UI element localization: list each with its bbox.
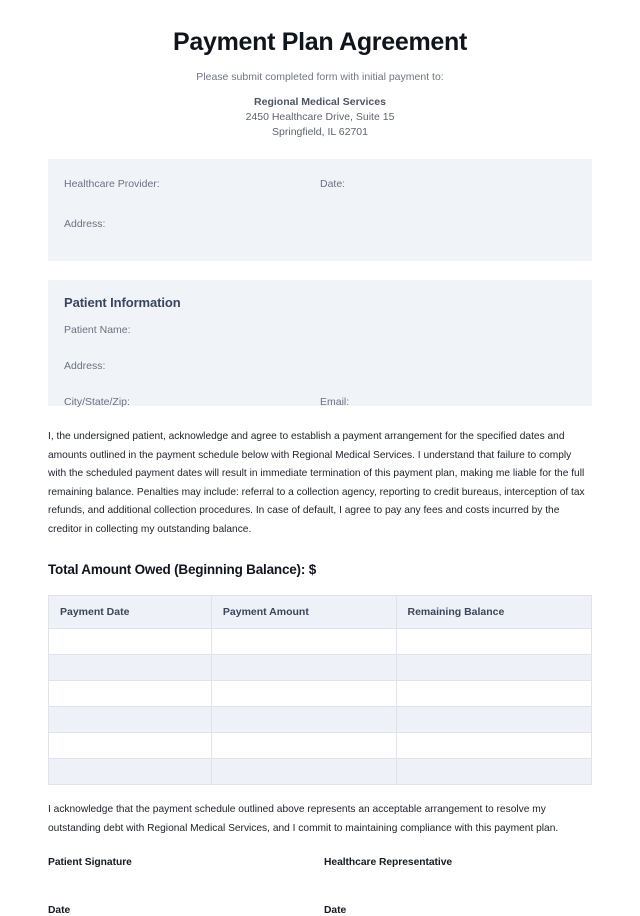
cell-payment-amount[interactable] <box>211 733 396 759</box>
recipient-address-block <box>48 95 592 140</box>
provider-address-field[interactable]: Address: <box>64 218 106 230</box>
agreement-paragraph: I, the undersigned patient, acknowledge and agree to establish a payment arrangement for the specified dates and amounts outlined in the payment schedule below with Regional Medical Services. I understand that failure to comply with the scheduled payment dates will result in immediate termination of this payment plan, making me liable for the full remaining balance. Penalties may include: referral to a collection agency, reporting to credit bureaus, interception of tax refunds, and additional collection procedures. In case of default, I agree to pay any fees and costs incurred by the creditor in collecting my outstanding balance. <box>48 431 585 535</box>
patient-name-field[interactable]: Patient Name: <box>64 324 131 336</box>
healthcare-representative-label[interactable]: Healthcare Representative <box>324 857 453 868</box>
cell-remaining-balance[interactable] <box>396 733 592 759</box>
table-row[interactable] <box>49 655 592 681</box>
cell-payment-amount[interactable] <box>211 655 396 681</box>
payment-schedule-table <box>48 595 592 785</box>
patient-signature-label[interactable]: Patient Signature <box>48 857 132 868</box>
patient-city-state-zip-field[interactable]: City/State/Zip: <box>64 396 130 408</box>
table-row[interactable] <box>49 681 592 707</box>
patient-name-row <box>64 323 576 337</box>
cell-payment-date[interactable] <box>49 733 212 759</box>
cell-remaining-balance[interactable] <box>396 759 592 785</box>
table-row[interactable] <box>49 733 592 759</box>
patient-address-field[interactable]: Address: <box>64 360 106 372</box>
payment-schedule-body <box>49 629 592 785</box>
patient-city-email-row <box>64 395 576 409</box>
cell-remaining-balance[interactable] <box>396 655 592 681</box>
cell-payment-amount[interactable] <box>211 707 396 733</box>
table-row[interactable] <box>49 629 592 655</box>
column-header-payment-date: Payment Date <box>49 596 212 629</box>
organization-name: Regional Medical Services <box>254 96 386 108</box>
table-header-row <box>49 596 592 629</box>
cell-payment-date[interactable] <box>49 655 212 681</box>
submit-instructions: Please submit completed form with initial payment to: <box>196 71 444 83</box>
healthcare-provider-field[interactable]: Healthcare Provider: <box>64 178 160 190</box>
payment-schedule-header <box>49 596 592 629</box>
patient-info-panel <box>48 280 592 406</box>
cell-remaining-balance[interactable] <box>396 681 592 707</box>
table-row[interactable] <box>49 707 592 733</box>
patient-email-field[interactable]: Email: <box>320 396 350 408</box>
cell-payment-amount[interactable] <box>211 681 396 707</box>
page-title: Payment Plan Agreement <box>173 28 467 56</box>
acknowledgement-paragraph: I acknowledge that the payment schedule outlined above represents an acceptable arrangement to resolve my outstanding debt with Regional Medical Services, and I commit to maintaining compliance with this payment plan. <box>48 804 559 834</box>
provider-date-field[interactable]: Date: <box>320 178 346 190</box>
provider-info-panel <box>48 159 592 261</box>
patient-information-heading: Patient Information <box>64 295 181 310</box>
provider-address-row <box>64 217 576 231</box>
cell-payment-amount[interactable] <box>211 629 396 655</box>
provider-date-row <box>64 177 576 191</box>
patient-address-row <box>64 359 576 373</box>
signature-dates-row <box>48 905 592 916</box>
cell-payment-date[interactable] <box>49 707 212 733</box>
column-header-remaining-balance: Remaining Balance <box>396 596 592 629</box>
total-amount-owed-label: Total Amount Owed (Beginning Balance): $ <box>48 562 317 577</box>
representative-date-label[interactable]: Date <box>324 905 347 916</box>
table-row[interactable] <box>49 759 592 785</box>
cell-payment-date[interactable] <box>49 629 212 655</box>
column-header-payment-amount: Payment Amount <box>211 596 396 629</box>
cell-remaining-balance[interactable] <box>396 707 592 733</box>
organization-city-state-zip: Springfield, IL 62701 <box>272 126 368 138</box>
cell-payment-date[interactable] <box>49 681 212 707</box>
cell-payment-date[interactable] <box>49 759 212 785</box>
cell-remaining-balance[interactable] <box>396 629 592 655</box>
patient-date-label[interactable]: Date <box>48 905 71 916</box>
cell-payment-amount[interactable] <box>211 759 396 785</box>
signature-labels-row <box>48 857 592 868</box>
organization-street: 2450 Healthcare Drive, Suite 15 <box>245 111 395 123</box>
